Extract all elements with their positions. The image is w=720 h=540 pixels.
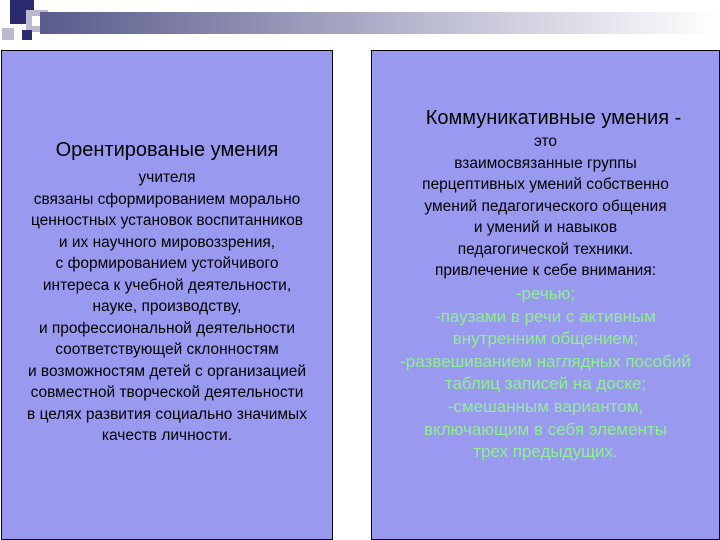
communicative-skills-text: [372, 131, 719, 282]
oriented-skills-panel: [1, 50, 333, 540]
text-line: с формированием устойчивого: [55, 255, 279, 272]
text-line: привлечение к себе внимания:: [434, 262, 657, 279]
text-line: учителя: [138, 169, 196, 186]
text-line: связаны сформированием морально: [33, 190, 301, 208]
corner-decoration-square: [22, 30, 32, 40]
text-line: в целях развития социально значимых: [27, 405, 307, 423]
text-line: науке, производству,: [92, 298, 242, 315]
text-line: соответствующей склонностям: [55, 341, 279, 358]
oriented-skills-heading: Орентированые умения: [55, 139, 279, 161]
text-line: и профессиональной деятельности: [38, 319, 296, 337]
text-line: перцептивных умений собственно: [422, 176, 669, 193]
list-item: включающим в себя элементы: [424, 419, 667, 439]
text-line: совместной творческой деятельности: [30, 384, 304, 401]
list-item: таблиц записей на доске;: [444, 374, 647, 394]
oriented-skills-text: [2, 167, 332, 447]
list-item: внутренним общением;: [452, 329, 639, 349]
list-item: -развешиванием наглядных пособий: [400, 351, 691, 371]
text-line: и умений и навыков: [473, 219, 618, 236]
text-line: это: [533, 133, 558, 150]
list-item: трех предыдущих.: [473, 442, 618, 462]
list-item: -смешанным вариантом,: [447, 396, 644, 416]
communicative-skills-heading: Коммуникативные умения -: [425, 107, 682, 129]
text-line: и возможностям детей с организацией: [27, 362, 307, 380]
text-line: интереса к учебной деятельности,: [42, 276, 292, 294]
attention-methods-list: [372, 283, 719, 464]
text-line: педагогической техники.: [457, 240, 634, 258]
text-line: умений педагогического общения: [424, 197, 667, 215]
text-line: качеств личности.: [101, 427, 233, 444]
text-line: ценностных установок воспитанников: [30, 212, 304, 229]
header-gradient-bar: [40, 12, 720, 34]
list-item: -паузами в речи с активным: [435, 306, 656, 326]
corner-decoration-square: [2, 28, 14, 40]
text-line: и их научного мировоззрения,: [58, 233, 276, 251]
list-item: -речью;: [515, 284, 576, 303]
text-line: взаимосвязанные группы: [454, 154, 637, 172]
communicative-skills-panel: [371, 50, 720, 540]
